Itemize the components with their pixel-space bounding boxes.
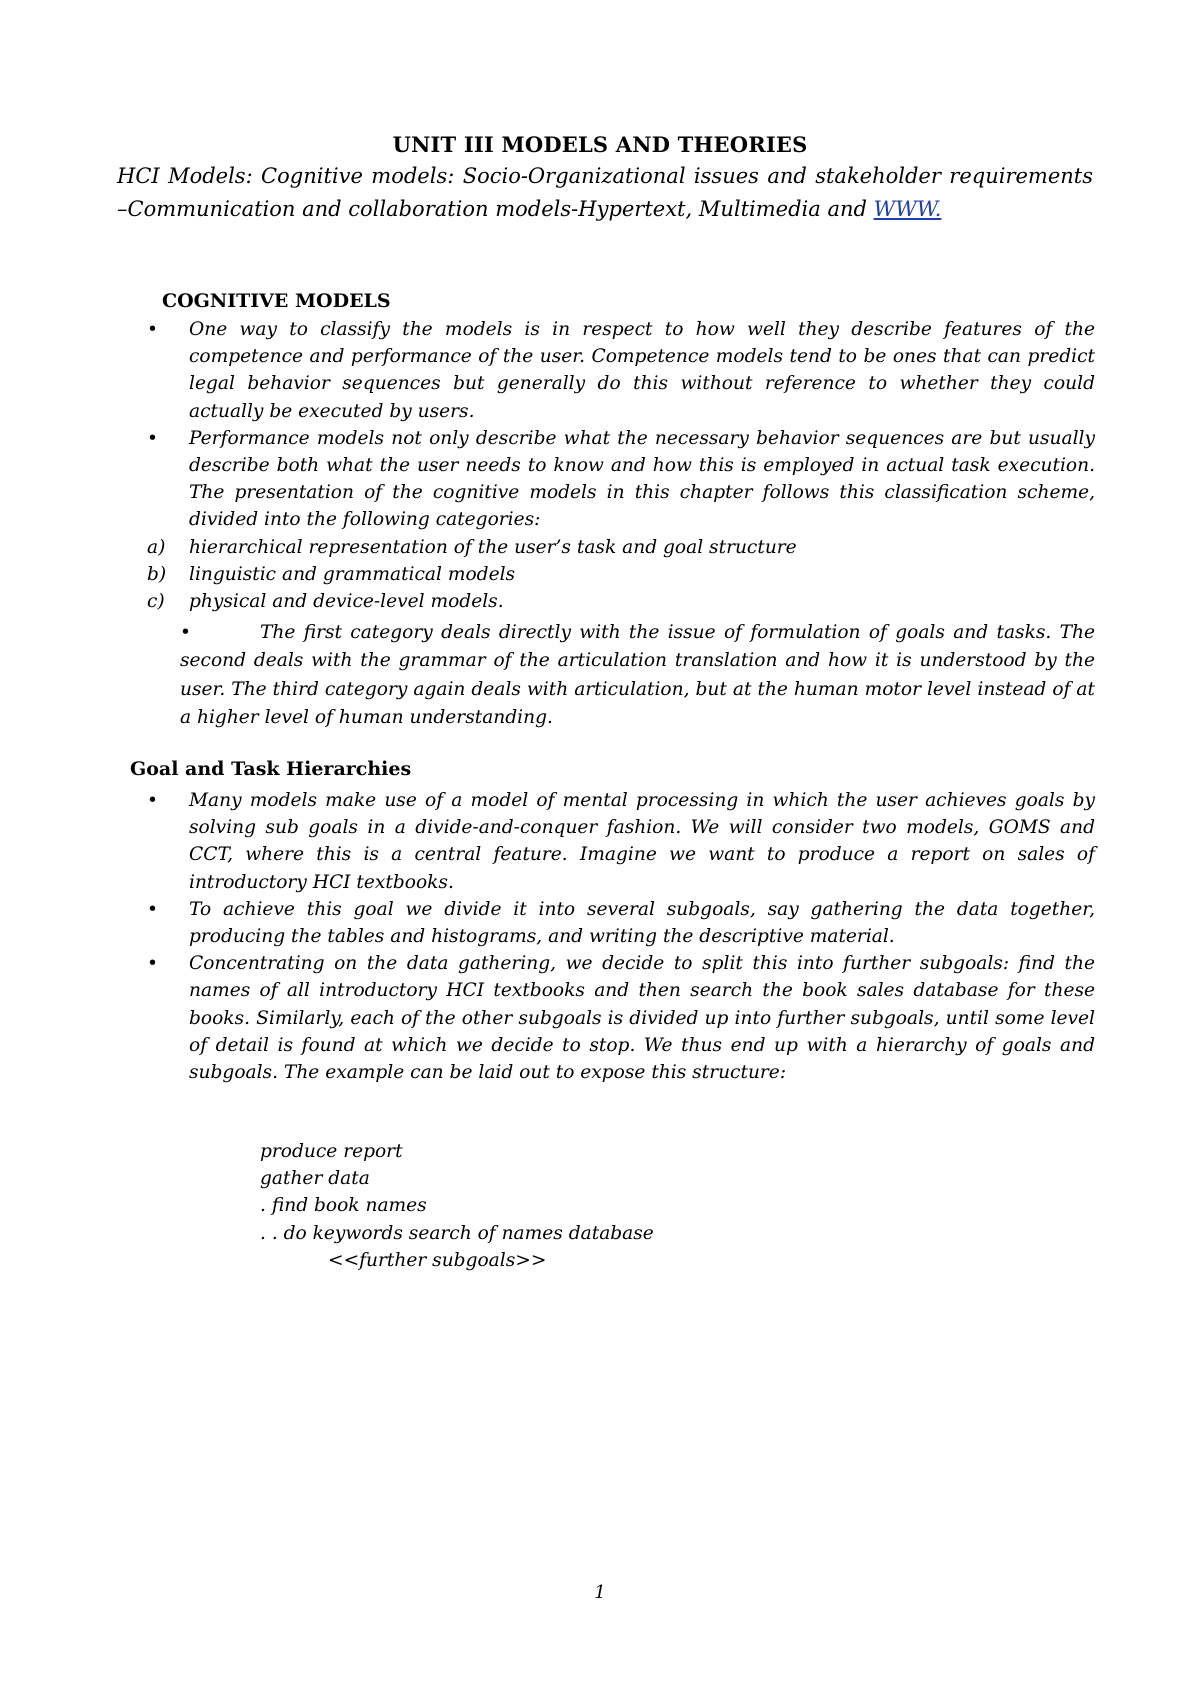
list-item-text: Many models make use of a model of mental processing in which the user achieves goals by solving sub goals in a divide-and-conquer fashion. We will consider two models, GOMS and CCT, where this is a central feature. Imagine we want to produce a report on sales of introductory HCI textbooks. [189,790,1095,893]
list-item-text: One way to classify the models is in respect to how well they describe features of the competence and performance of the user. Competence models tend to be ones that can predict legal behavior sequences but generally do this without reference to whether they could actually be executed by users. [189,319,1095,422]
page-number: 1 [594,1582,606,1603]
goal-task-heading: Goal and Task Hierarchies [130,758,412,780]
www-link[interactable]: WWW. [873,197,942,221]
bullet-marker: • [147,427,158,449]
unit-topics-text: HCI Models: Cognitive models: Socio-Organizational issues and stakeholder requirements –Communication and collaboration models-Hypertext, Multimedia and [117,164,1093,221]
category-text: hierarchical representation of the user’s task and goal structure [189,536,797,558]
goal-task-list [147,787,1095,1086]
cognitive-models-list [147,316,1095,615]
category-summary-text: The first category deals directly with the issue of formulation of goals and tasks. The second deals with the grammar of the articulation translation and how it is understood by the user. The third category again deals with articulation, but at the human motor level instead of at a higher level of human understanding. [180,622,1095,729]
outline-line: . . do keywords search of names database [260,1222,654,1244]
category-text: linguistic and grammatical models [189,563,516,585]
list-item [147,896,1095,950]
list-item [147,425,1095,534]
bullet-marker: • [147,898,158,920]
list-item-text: To achieve this goal we divide it into several subgoals, say gathering the data together, producing the tables and histograms, and writing the descriptive material. [189,898,1095,948]
list-item [147,787,1095,896]
list-item [147,534,1095,561]
list-item [147,950,1095,1086]
bullet-marker: • [147,319,158,340]
list-item [147,316,1095,425]
cognitive-models-heading: COGNITIVE MODELS [162,290,391,312]
category-marker: c) [147,591,165,613]
list-item [147,588,1095,615]
list-item-text: Concentrating on the data gathering, we decide to split this into further subgoals: find the names of all introductory HCI textbooks and then search the book sales database for these books. Similarly, each of the other subgoals is divided up into further subgoals, until some level of detail is found at which we decide to stop. We thus end up with a hierarchy of goals and subgoals. The example can be laid out to expose this structure: [189,953,1095,1084]
page-title: UNIT III MODELS AND THEORIES [392,132,808,157]
bullet-marker: • [180,622,191,643]
goal-hierarchy-outline [260,1138,654,1274]
category-marker: b) [147,563,167,585]
outline-line: . find book names [260,1195,427,1217]
bullet-marker: • [147,790,158,811]
list-item [147,561,1095,588]
list-item-text: Performance models not only describe what the necessary behavior sequences are but usually describe both what the user needs to know and how this is employed in actual task execution. The presentation of the cognitive models in this chapter follows this classification scheme, divided into the following categories: [189,427,1095,531]
unit-topics [117,160,1093,226]
bullet-marker: • [147,953,158,975]
category-text: physical and device-level models. [189,591,504,613]
category-marker: a) [147,536,166,558]
category-summary [180,619,1095,733]
outline-line: produce report [260,1141,403,1162]
outline-line: gather data [260,1168,370,1190]
outline-line: <<further subgoals>> [328,1249,547,1271]
